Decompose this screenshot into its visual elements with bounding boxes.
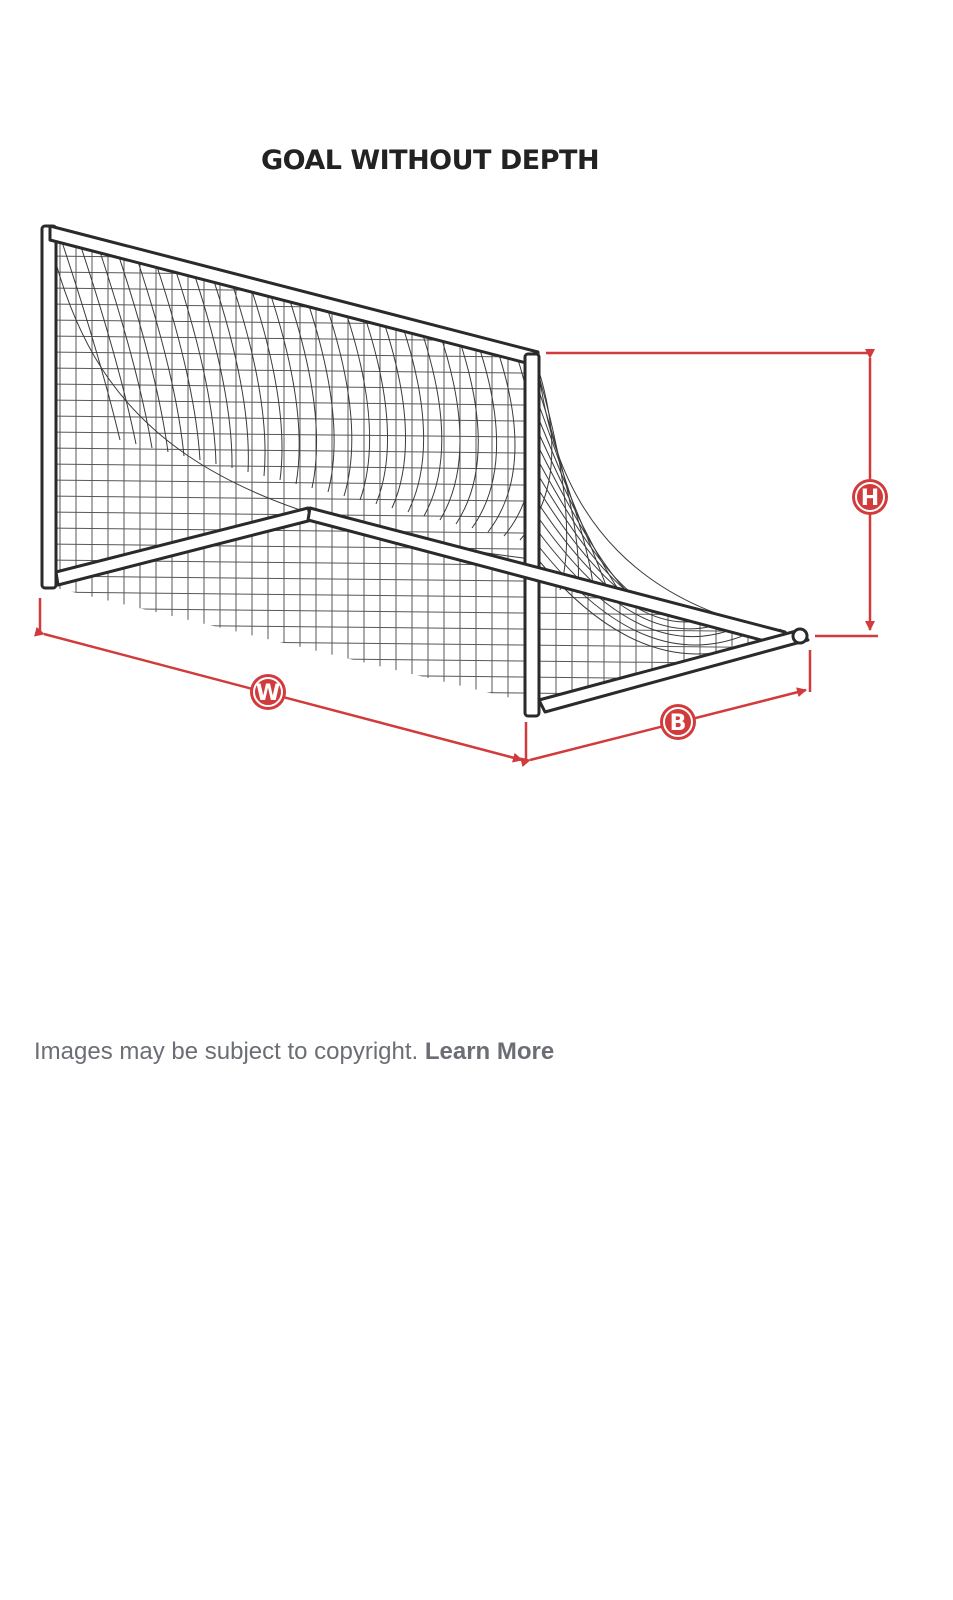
net-sag-strand [288,295,317,488]
net-horizontal-strand [40,704,810,712]
left-post [42,226,56,588]
net-back-grid [40,220,810,728]
net-sag-strand [155,261,200,461]
goal-frame [42,226,808,716]
net-sag-strand [212,275,248,472]
copyright-notice [34,1038,554,1066]
right-post [525,354,539,716]
diagram-title: GOAL WITHOUT DEPTH [260,145,600,176]
net-sag-strand [193,270,232,468]
net-sag-strand [307,300,334,492]
net-horizontal-strand [40,672,810,680]
copyright-text: Images may be subject to copyright. [34,1038,419,1065]
svg-text:H: H [860,486,880,511]
base-end-cap [793,629,807,643]
net-horizontal-strand [40,640,810,648]
net-horizontal-strand [40,624,810,632]
crossbar [50,226,538,366]
svg-text:B: B [669,711,687,736]
learn-more-link[interactable]: Learn More [424,1038,555,1065]
net-horizontal-strand [40,688,810,696]
net-sag-strand [421,329,442,516]
net-sag-strand [440,334,460,520]
dimension-label-w [250,674,286,710]
svg-text:W: W [255,681,281,706]
net-sag-strand [117,251,168,452]
net-sag-strand [60,236,120,440]
net-sag-strand [136,256,184,456]
dimension-label-b [660,704,696,740]
dimension-label-h [852,479,888,515]
net-horizontal-strand [40,240,810,248]
net-sag-strand [345,310,370,501]
